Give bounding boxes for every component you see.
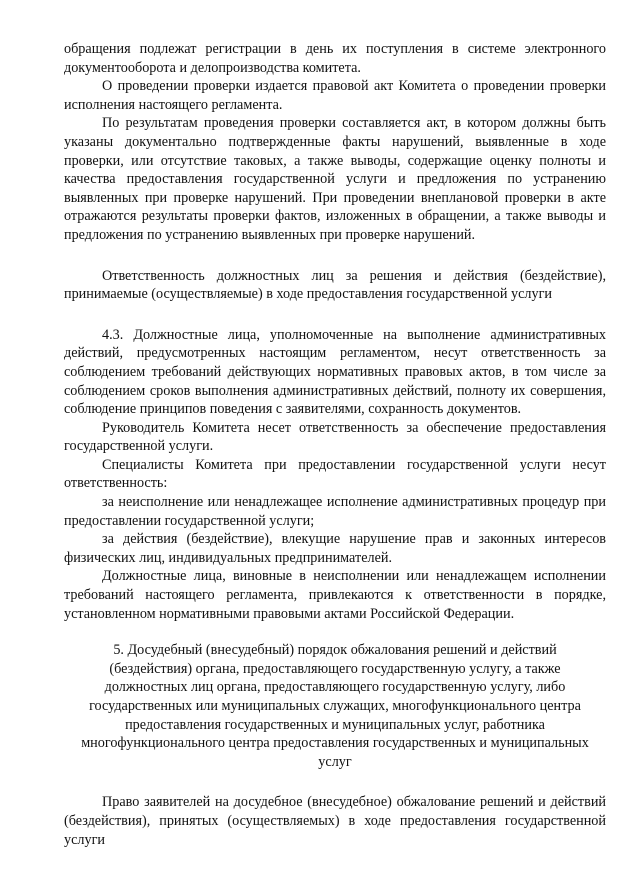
heading-line: государственных или муниципальных служащих, многофункционального центра	[89, 698, 581, 714]
paragraph-4-3: 4.3. Должностные лица, уполномоченные на выполнение административных действий, предусмотренных настоящим регламентом, несут ответственность за соблюдением требований действующих нормативных правовых актов, в том числе за соблюдением сроков выполнения административных действий, полноту их совершения, соблюдение принципов поведения с заявителями, сохранность документов.	[64, 326, 606, 418]
paragraph-results: По результатам проведения проверки составляется акт, в котором должны быть указаны документально подтвержденные факты нарушений, выявленные в ходе проверки, или отсутствие таковых, а также выводы, содержащие оценку полноты и качества предоставления государственной услуги и предложения по устранению выявленных при проверке нарушений. При проведении внеплановой проверки в акте отражаются результаты проверки фактов, изложенных в обращении, а также выводы и предложения по устранению выявленных при проверке нарушений.	[64, 115, 606, 243]
heading-line: многофункционального центра предоставления государственных и муниципальных	[81, 735, 589, 752]
document-page	[64, 40, 606, 849]
heading-line: услуг	[318, 753, 352, 770]
paragraph-specialists: Специалисты Комитета при предоставлении государственной услуги несут ответственность:	[64, 456, 606, 492]
paragraph-head-responsibility: Руководитель Комитета несет ответственность за обеспечение предоставления государственной услуги.	[64, 419, 606, 455]
responsibility-subheading: Ответственность должностных лиц за решения и действия (бездействие), принимаемые (осуществляемые) в ходе предоставления государственной услуги	[64, 267, 606, 303]
heading-line: предоставления государственных и муниципальных услуг, работника	[125, 716, 545, 733]
heading-line: 5. Досудебный (внесудебный) порядок обжалования решений и действий	[113, 642, 557, 659]
paragraph-act-issue: О проведении проверки издается правовой акт Комитета о проведении проверки исполнения настоящего регламента.	[64, 78, 606, 113]
paragraph-right-to-appeal: Право заявителей на досудебное (внесудебное) обжалование решений и действий (бездействия), принятых (осуществляемых) в ходе предоставления государственной услуги	[64, 794, 606, 848]
paragraph-guilty: Должностные лица, виновные в неисполнении или ненадлежащем исполнении требований настоящего регламента, привлекаются к ответственности в порядке, установленном нормативными правовыми актами Российской Федерации.	[64, 568, 606, 622]
section-5-heading	[64, 641, 606, 771]
list-item: за действия (бездействие), влекущие нарушение прав и законных интересов физических лиц, индивидуальных предпринимателей.	[64, 531, 606, 566]
list-item: за неисполнение или ненадлежащее исполнение административных процедур при предоставлении государственной услуги;	[64, 494, 606, 529]
heading-line: (бездействия) органа, предоставляющего государственную услугу, а также	[109, 660, 561, 677]
paragraph-intro: обращения подлежат регистрации в день их поступления в системе электронного документооборота и делопроизводства комитета.	[64, 41, 606, 76]
heading-line: должностных лиц органа, предоставляющего государственную услугу, либо	[104, 679, 566, 696]
